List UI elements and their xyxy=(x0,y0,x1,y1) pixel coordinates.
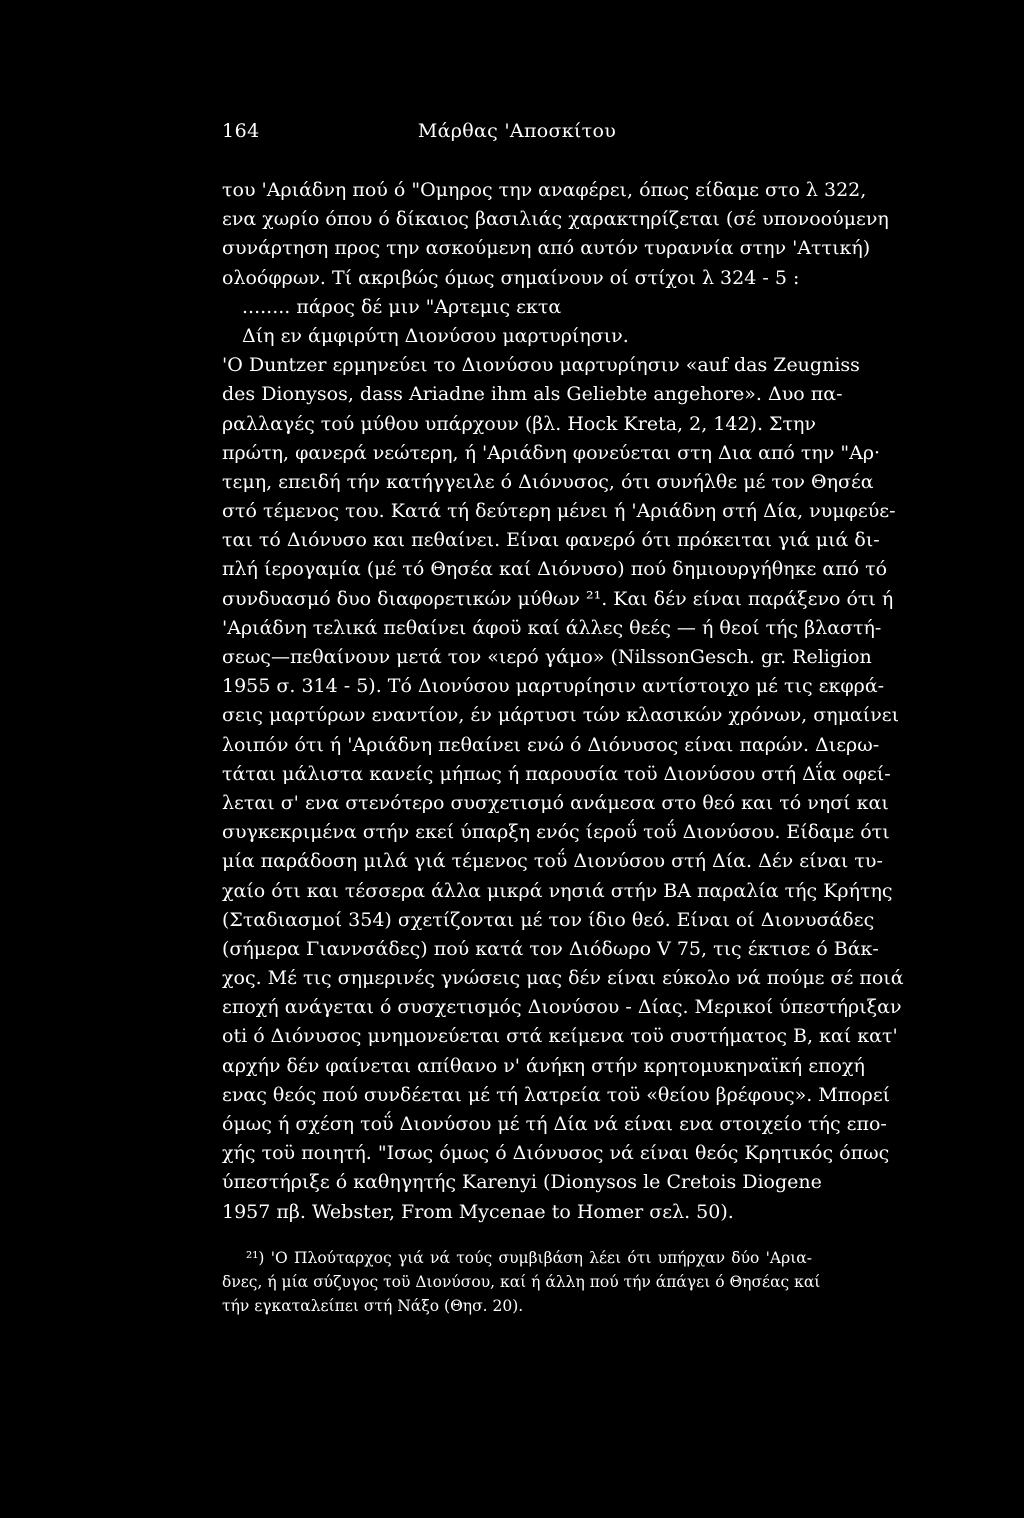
text-line: 'Ο Duntzer ερμηνεύει το Διονύσου μαρτυρίησιν «auf das Zeugniss xyxy=(222,354,860,377)
text-line: ραλλαγές τού μύθου υπάρχουν (βλ. Hock Kreta, 2, 142). Στην xyxy=(222,412,816,435)
text-line: χος. Μέ τις σημερινές γνώσεις μας δέν είναι εύκολο νά πούμε σέ ποιά xyxy=(222,967,904,990)
page-header xyxy=(222,120,812,150)
text-line: πρώτη, φανερά νεώτερη, ή 'Αριάδνη φονεύεται στη Δια από την "Αρ· xyxy=(222,441,881,464)
footnote-line: δνες, ή μία σύζυγος τοϋ Διονύσου, καί ή άλλη πού τήν άπάγει ό Θησέας καί xyxy=(222,1273,821,1291)
text-line: ται τό Διόνυσο και πεθαίνει. Είναι φανερό ότι πρόκειται γιά μιά δι- xyxy=(222,529,880,552)
text-line: χαίο ότι και τέσσερα άλλα μικρά νησιά στήν ΒΑ παραλία τής Κρήτης xyxy=(222,879,893,902)
text-line: χής τοϋ ποιητή. "Ισως όμως ό Διόνυσος νά είναι θεός Κρητικός όπως xyxy=(222,1142,890,1165)
text-line: λοιπόν ότι ή 'Αριάδνη πεθαίνει ενώ ό Διόνυσος είναι παρών. Διερω- xyxy=(222,733,880,756)
footnote-line: ²¹) 'Ο Πλούταρχος γιά νά τούς συμβιβάση λέει ότι υπήρχαν δύο 'Αρια- xyxy=(246,1249,812,1267)
text-line: εποχή ανάγεται ό συσχετισμός Διονύσου - Δίας. Μερικοί ύπεστήριξαν xyxy=(222,996,902,1019)
text-line: (σήμερα Γιαννσάδες) πού κατά τον Διόδωρο V 75, τις έκτισε ό Βάκ- xyxy=(222,937,879,960)
text-line: ενα χωρίο όπου ό δίκαιος βασιλιάς χαρακτηρίζεται (σέ υπονοούμενη xyxy=(222,208,889,231)
text-line: στό τέμενος του. Κατά τή δεύτερη μένει ή 'Αριάδνη στή Δία, νυμφεύε- xyxy=(222,500,896,523)
footnote-line: τήν εγκαταλείπει στή Νάξο (Θησ. 20). xyxy=(222,1297,524,1315)
text-line: oti ό Διόνυσος μνημονεύεται στά κείμενα τοϋ συστήματος Β, καί κατ' xyxy=(222,1025,898,1048)
verse-line: ........ πάρος δέ μιν "Αρτεμις εκτα xyxy=(242,295,562,318)
text-line: αρχήν δέν φαίνεται απίθανο ν' άνήκη στήν κρητομυκηναϊκή εποχή xyxy=(222,1054,865,1077)
text-line: σεως—πεθαίνουν μετά τον «ιερό γάμο» (NilssonGesch. gr. Religion xyxy=(222,646,872,668)
body-text xyxy=(222,176,904,1227)
text-line: συγκεκριμένα στήν εκεί ύπαρξη ενός ίεροΰ τοΰ Διονύσου. Είδαμε ότι xyxy=(222,821,890,844)
text-line: 1957 πβ. Webster, From Mycenae to Homer σελ. 50). xyxy=(222,1200,734,1223)
text-line: (Σταδιασμοί 354) σχετίζονται μέ τον ίδιο θεό. Είναι οί Διονυσάδες xyxy=(222,908,875,931)
text-line: μία παράδοση μιλά γιά τέμενος τοΰ Διονύσου στή Δία. Δέν είναι τυ- xyxy=(222,850,883,873)
text-line: συνάρτηση προς την ασκούμενη από αυτόν τυραννία στην 'Αττική) xyxy=(222,237,871,260)
text-line: ολοόφρων. Τί ακριβώς όμως σημαίνουν οί στίχοι λ 324 - 5 : xyxy=(222,266,800,289)
text-line: ενας θεός πού συνδέεται μέ τή λατρεία τοϋ «θείου βρέφους». Μπορεί xyxy=(222,1083,891,1106)
text-line: 'Αριάδνη τελικά πεθαίνει άφοϋ καί άλλες θεές — ή θεοί τής βλαστή- xyxy=(222,616,882,639)
text-line: ύπεστήριξε ό καθηγητής Karenyi (Dionysos le Cretois Diogene xyxy=(222,1171,822,1194)
text-line: τεμη, επειδή τήν κατήγγειλε ό Διόνυσος, ότι συνήλθε μέ τον Θησέα xyxy=(222,470,874,493)
verse-line: Δίη εν άμφιρύτη Διονύσου μαρτυρίησιν. xyxy=(242,324,629,347)
text-line: 1955 σ. 314 - 5). Τό Διονύσου μαρτυρίησιν αντίστοιχο μέ τις εκφρά- xyxy=(222,675,885,698)
footnote xyxy=(222,1246,821,1318)
text-line: τάται μάλιστα κανείς μήπως ή παρουσία τοϋ Διονύσου στή Δΐα οφεί- xyxy=(222,762,891,785)
text-line: des Dionysos, dass Ariadne ihm als Geliebte angehore». Δυο πα- xyxy=(222,383,843,406)
text-line: πλή ίερογαμία (μέ τό Θησέα καί Διόνυσο) πού δημιουργήθηκε από τό xyxy=(222,558,888,581)
text-line: του 'Αριάδνη πού ό "Ομηρος την αναφέρει, όπως είδαμε στο λ 322, xyxy=(222,179,867,201)
text-line: σεις μαρτύρων εναντίον, έν μάρτυσι τών κλασικών χρόνων, σημαίνει xyxy=(222,704,900,727)
text-line: λεται σ' ενα στενότερο συσχετισμό ανάμεσα στο θεό και τό νησί και xyxy=(222,791,889,814)
text-line: συνδυασμό δυο διαφορετικών μύθων ²¹. Και δέν είναι παράξενο ότι ή xyxy=(222,587,894,610)
text-line: όμως ή σχέση τοΰ Διονύσου μέ τή Δία νά είναι ενα στοιχείο τής επο- xyxy=(222,1113,887,1135)
page-number: 164 xyxy=(222,120,260,142)
running-head: Μάρθας 'Αποσκίτου xyxy=(417,120,617,142)
